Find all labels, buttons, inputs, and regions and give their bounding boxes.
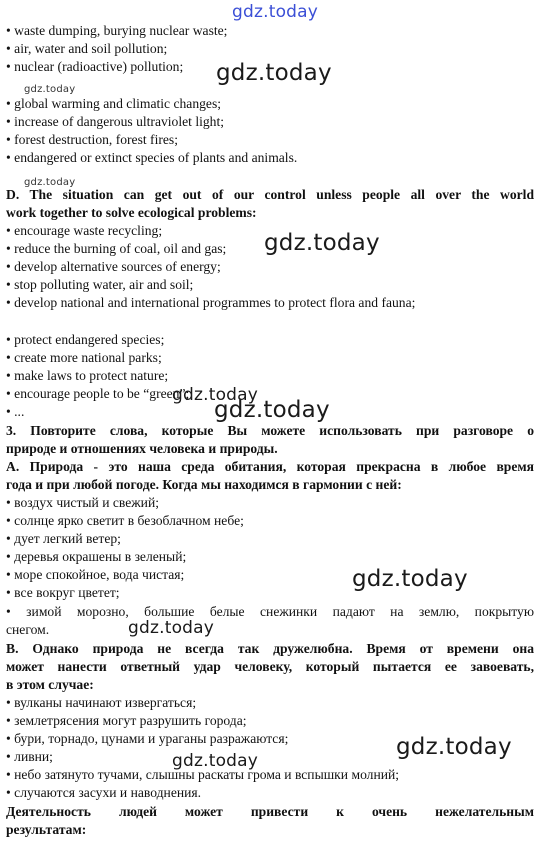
section-heading: может нанести ответный удар человеку, который пытается ее завоевать, [6,659,534,674]
watermark: gdz.today [396,734,512,760]
list-item: • воздух чистый и свежий; [6,495,160,510]
section-heading: в этом случае: [6,677,94,692]
list-item: • вулканы начинают извергаться; [6,695,197,710]
watermark: gdz.today [264,230,380,256]
list-item: • море спокойное, вода чистая; [6,567,185,582]
list-item: • protect endangered species; [6,332,165,347]
watermark-top: gdz.today [232,2,319,22]
list-item: • forest destruction, forest fires; [6,132,178,147]
list-item: • бури, торнадо, цунами и ураганы разражаются; [6,731,289,746]
watermark: gdz.today [352,566,468,592]
watermark: gdz.today [128,618,215,638]
watermark: gdz.today [172,385,259,405]
list-item: • air, water and soil pollution; [6,41,168,56]
list-item: • develop national and international programmes to protect flora and fauna; [6,295,416,310]
list-item: • солнце ярко светит в безоблачном небе; [6,513,244,528]
section-heading: Деятельность людей может привести к очень нежелательным [6,804,534,819]
task-heading: природе и отношениях человека и природы. [6,441,278,456]
watermark: gdz.today [214,397,330,423]
section-heading: года и при любой погоде. Когда мы находимся в гармонии с ней: [6,477,402,492]
list-item: • деревья окрашены в зеленый; [6,549,187,564]
list-item: • waste dumping, burying nuclear waste; [6,23,228,38]
section-heading: B. Однако природа не всегда так дружелюбна. Время от времени она [6,641,534,656]
list-item: • endangered or extinct species of plants and animals. [6,150,298,165]
watermark: gdz.today [216,60,332,86]
list-item: • develop alternative sources of energy; [6,259,221,274]
list-item: • make laws to protect nature; [6,368,169,383]
list-item: • небо затянуто тучами, слышны раскаты грома и вспышки молний; [6,767,400,782]
list-item: снегом. [6,622,50,637]
list-item: • create more national parks; [6,350,162,365]
list-item: • stop polluting water, air and soil; [6,277,194,292]
list-item: • global warming and climatic changes; [6,96,222,111]
task-heading: 3. Повторите слова, которые Вы можете использовать при разговоре о [6,423,534,438]
list-item: • зимой морозно, большие белые снежинки падают на землю, покрытую [6,604,534,619]
list-item: • случаются засухи и наводнения. [6,785,202,800]
list-item: • ... [6,404,25,419]
list-item: • reduce the burning of coal, oil and gas; [6,241,227,256]
watermark: gdz.today [172,751,259,771]
list-item: • increase of dangerous ultraviolet light; [6,114,225,129]
list-item: • nuclear (radioactive) pollution; [6,59,184,74]
list-item: • encourage waste recycling; [6,223,163,238]
list-item: • землетрясения могут разрушить города; [6,713,247,728]
watermark-small: gdz.today [24,84,76,95]
section-heading: результатам: [6,822,87,837]
list-item: • encourage people to be “green”; [6,386,190,401]
list-item: • все вокруг цветет; [6,585,120,600]
watermark-small: gdz.today [24,177,76,188]
section-heading: D. The situation can get out of our control unless people all over the world [6,187,534,202]
list-item: • ливни; [6,749,53,764]
section-heading: А. Природа - это наша среда обитания, которая прекрасна в любое время [6,459,534,474]
list-item: • дует легкий ветер; [6,531,121,546]
section-heading: work together to solve ecological problems: [6,205,257,220]
